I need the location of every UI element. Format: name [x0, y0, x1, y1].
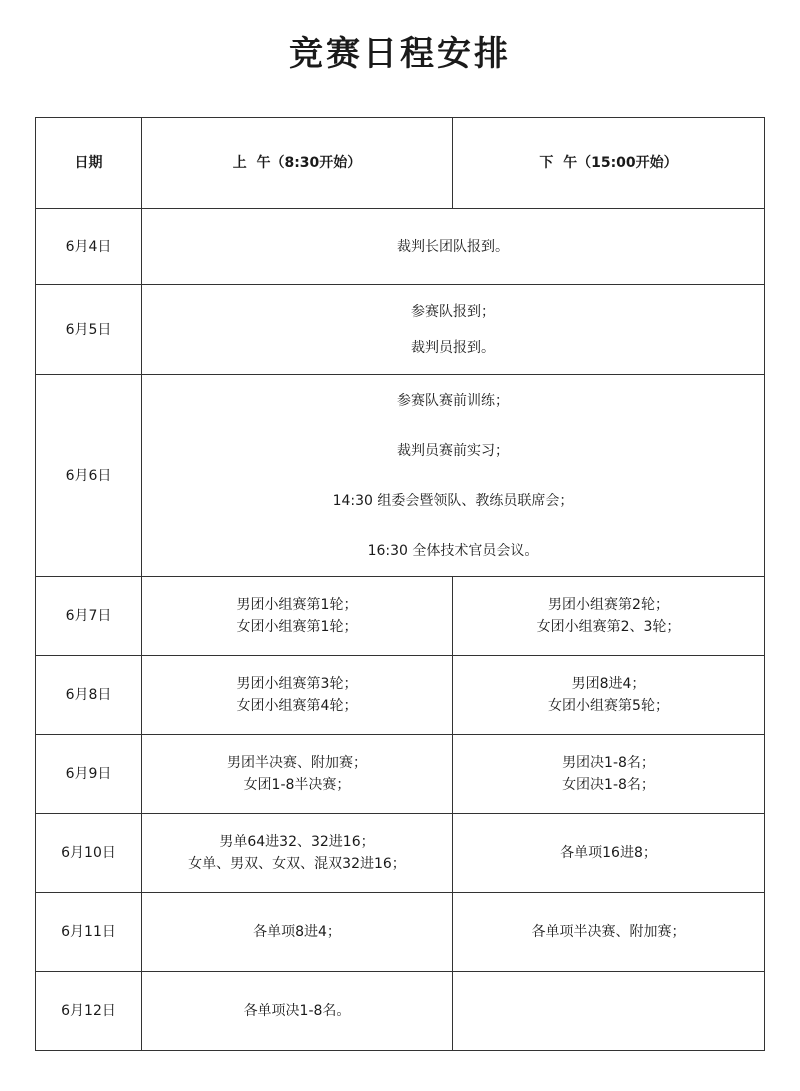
cell-line: 裁判长团队报到。	[397, 238, 509, 255]
cell-line: 16:30 全体技术官员会议。	[367, 542, 539, 559]
table-row	[36, 814, 765, 893]
row-pm-cell	[453, 577, 765, 656]
row-date: 6月10日	[36, 814, 142, 893]
cell-line: 各单项16进8；	[560, 845, 657, 861]
table-row	[36, 893, 765, 972]
cell-line: 男团小组赛第1轮；	[236, 597, 358, 613]
row-am-cell	[142, 735, 453, 814]
row-pm-cell	[453, 893, 765, 972]
cell-line: 裁判员报到。	[411, 339, 495, 356]
row-am-cell	[142, 656, 453, 735]
cell-line: 女团小组赛第2、3轮；	[536, 619, 681, 635]
cell-line: 裁判员赛前实习；	[397, 442, 509, 459]
cell-line: 参赛队报到；	[411, 303, 495, 320]
row-am-cell	[142, 893, 453, 972]
row-date: 6月11日	[36, 893, 142, 972]
row-full-cell	[142, 375, 765, 577]
row-pm-cell	[453, 814, 765, 893]
row-date: 6月12日	[36, 972, 142, 1051]
page-title: 竞赛日程安排	[289, 34, 511, 74]
row-pm-cell	[453, 972, 765, 1051]
cell-line: 各单项半决赛、附加赛；	[531, 924, 686, 940]
row-date: 6月7日	[36, 577, 142, 656]
row-date: 6月8日	[36, 656, 142, 735]
table-header-row	[36, 118, 765, 209]
table-row	[36, 209, 765, 285]
row-full-cell	[142, 209, 765, 285]
table-row	[36, 735, 765, 814]
header-date: 日期	[36, 118, 142, 209]
cell-line: 女团小组赛第4轮；	[236, 698, 358, 714]
cell-line: 各单项8进4；	[253, 924, 341, 940]
table-row	[36, 577, 765, 656]
cell-line: 男团决1-8名；	[562, 755, 655, 771]
cell-line: 男团半决赛、附加赛；	[227, 755, 367, 771]
cell-line: 女团1-8半决赛；	[243, 777, 351, 793]
row-am-cell	[142, 972, 453, 1051]
row-date: 6月4日	[36, 209, 142, 285]
cell-line: 14:30 组委会暨领队、教练员联席会；	[332, 492, 574, 509]
cell-line: 女团小组赛第5轮；	[548, 698, 669, 714]
header-am: 上 午（8:30开始）	[142, 118, 453, 209]
table-row	[36, 656, 765, 735]
header-pm: 下 午（15:00开始）	[453, 118, 765, 209]
cell-line: 男单64进32、32进16；	[219, 834, 375, 850]
schedule-table	[35, 117, 765, 1051]
cell-line: 男团小组赛第2轮；	[548, 597, 669, 613]
table-row	[36, 375, 765, 577]
row-am-cell	[142, 814, 453, 893]
cell-line: 参赛队赛前训练；	[397, 392, 509, 409]
table-row	[36, 285, 765, 375]
cell-line: 男团8进4；	[571, 676, 646, 692]
row-date: 6月5日	[36, 285, 142, 375]
row-pm-cell	[453, 735, 765, 814]
row-pm-cell	[453, 656, 765, 735]
row-date: 6月9日	[36, 735, 142, 814]
row-full-cell	[142, 285, 765, 375]
cell-line: 各单项决1-8名。	[243, 1003, 351, 1019]
cell-line: 女单、男双、女双、混双32进16；	[188, 856, 406, 872]
table-row	[36, 972, 765, 1051]
row-am-cell	[142, 577, 453, 656]
row-date: 6月6日	[36, 375, 142, 577]
cell-line: 男团小组赛第3轮；	[236, 676, 358, 692]
cell-line: 女团小组赛第1轮；	[236, 619, 358, 635]
cell-line: 女团决1-8名；	[562, 777, 655, 793]
